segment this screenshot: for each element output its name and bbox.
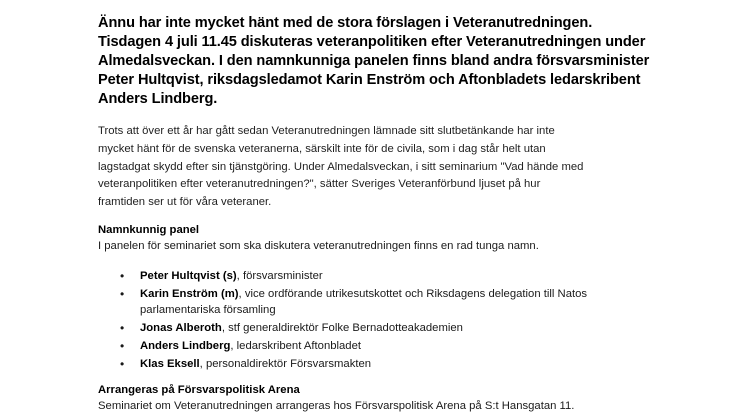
list-item (120, 286, 728, 318)
member-role: , stf generaldirektör Folke Bernadotteakademien (221, 321, 463, 334)
member-name: Karin Enström (m) (140, 287, 239, 300)
bullet-icon: • (120, 320, 125, 335)
arena-heading: Arrangeras på Försvarspolitisk Arena (98, 383, 300, 396)
member-name: Jonas Alberoth (140, 321, 222, 334)
lead-line: Anders Lindberg. (98, 91, 218, 107)
member-role: , ledarskribent Aftonbladet (230, 339, 362, 352)
lead-line: Ännu har inte mycket hänt med de stora förslagen i Veteranutredningen. (98, 15, 593, 31)
lead-paragraph (98, 14, 728, 109)
panel-member-list (98, 268, 728, 372)
lead-line: Tisdagen 4 juli 11.45 diskuteras veteranpolitiken efter Veteranutredningen under (98, 34, 646, 50)
document-page (98, 14, 728, 414)
panel-heading: Namnkunnig panel (98, 223, 200, 236)
intro-line: Trots att över ett år har gått sedan Veteranutredningen lämnade sitt slutbetänkande har inte (98, 125, 555, 137)
lead-line: Almedalsveckan. I den namnkunniga panelen finns bland andra försvarsminister (98, 53, 650, 69)
lead-line: Peter Hultqvist, riksdagsledamot Karin Enström och Aftonbladets ledarskribent (98, 72, 641, 88)
member-role: , personaldirektör Försvarsmakten (199, 357, 372, 370)
bullet-icon: • (120, 356, 125, 371)
list-item (120, 338, 728, 354)
member-role-continued: parlamentariska församling (140, 303, 276, 316)
arena-text: Seminariet om Veteranutredningen arrangeras hos Försvarspolitisk Arena på S:t Hansgatan 11. (98, 399, 575, 412)
bullet-icon: • (120, 268, 125, 283)
member-name: Klas Eksell (140, 357, 200, 370)
intro-line: mycket hänt för de svenska veteranerna, särskilt inte för de civila, som i dag står helt utan (98, 142, 546, 155)
member-name: Anders Lindberg (140, 339, 231, 352)
member-role: , vice ordförande utrikesutskottet och Riksdagens delegation till Natos (238, 287, 588, 300)
list-item (120, 356, 728, 372)
bullet-icon: • (120, 338, 125, 353)
intro-line: lagstadgat skydd efter sin tjänstgöring. Under Almedalsveckan, i sitt seminarium "Vad hände med (98, 160, 584, 173)
intro-line: veteranpolitiken efter veteranutredningen?", sätter Sveriges Veteranförbund ljuset på hur (98, 178, 541, 191)
bullet-icon: • (120, 286, 125, 301)
intro-line: framtiden ser ut för våra veteraner. (98, 196, 272, 209)
panel-intro-text: I panelen för seminariet som ska diskutera veteranutredningen finns en rad tunga namn. (98, 239, 539, 252)
member-role: , försvarsminister (236, 269, 323, 282)
list-item (120, 320, 728, 336)
list-item (120, 268, 728, 284)
member-name: Peter Hultqvist (s) (140, 269, 237, 282)
intro-paragraph (98, 123, 728, 212)
